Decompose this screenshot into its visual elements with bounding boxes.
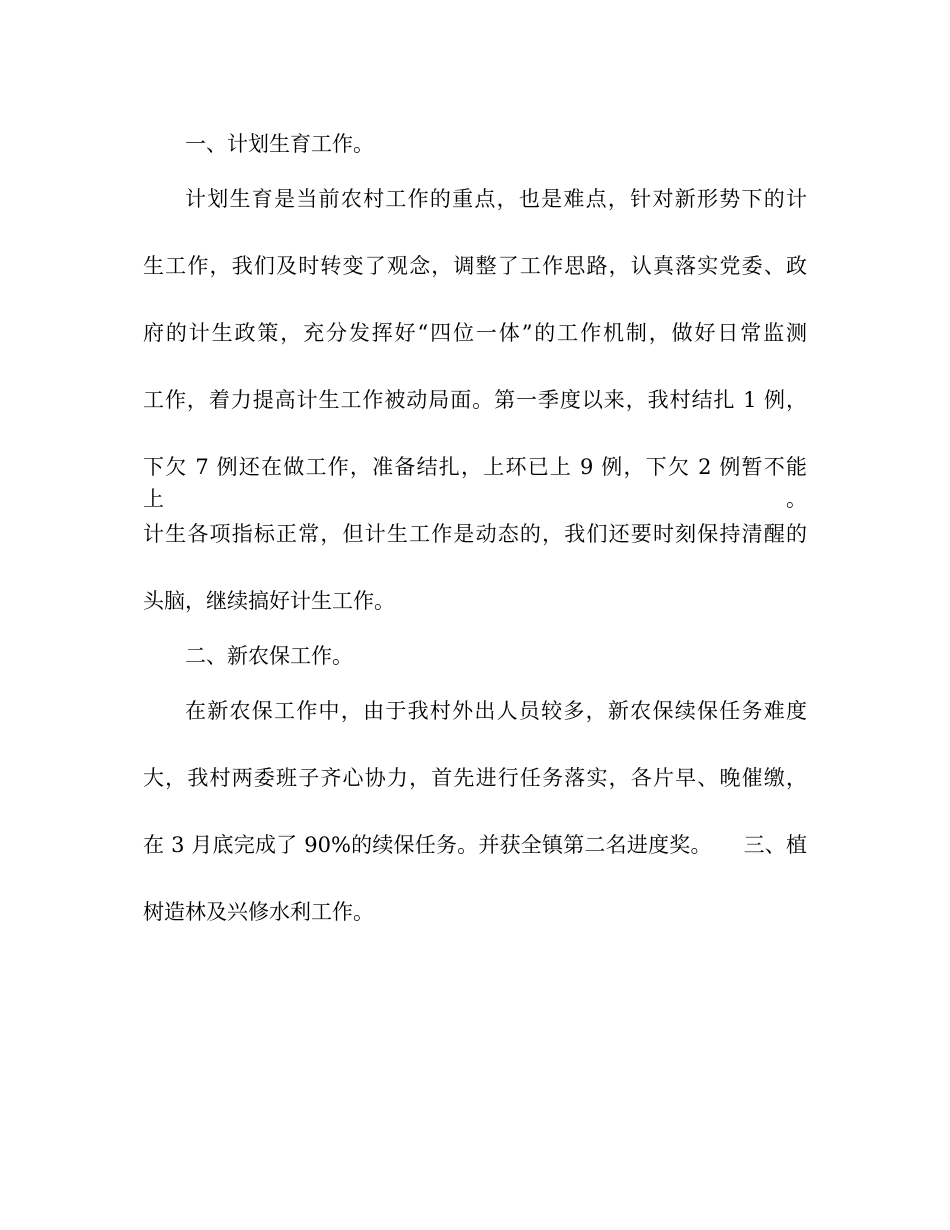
document-body [143, 128, 807, 963]
section-heading-new-rural-insurance: 二、新农保工作。 [185, 644, 353, 668]
paragraph-line: 在 3 月底完成了 90%的续保任务。并获全镇第二名进度奖。 三、植 [143, 833, 807, 857]
paragraph-line-last: 树造林及兴修水利工作。 [143, 900, 374, 924]
paragraph-line-last: 头脑，继续搞好计生工作。 [143, 589, 395, 613]
paragraph-line: 工作，着力提高计生工作被动局面。第一季度以来，我村结扎 1 例， [143, 388, 807, 412]
paragraph-line: 生工作，我们及时转变了观念，调整了工作思路，认真落实党委、政 [143, 254, 807, 278]
paragraph-line: 计生各项指标正常，但计生工作是动态的，我们还要时刻保持清醒的 [143, 522, 807, 546]
paragraph-line: 在新农保工作中，由于我村外出人员较多，新农保续保任务难度 [185, 699, 807, 723]
paragraph-line: 下欠 7 例还在做工作，准备结扎，上环已上 9 例，下欠 2 例暂不能上。 [143, 455, 807, 511]
section-heading-family-planning: 一、计划生育工作。 [185, 132, 374, 156]
paragraph-line: 大，我村两委班子齐心协力，首先进行任务落实，各片早、晚催缴， [143, 766, 807, 790]
paragraph-line: 府的计生政策，充分发挥好“四位一体”的工作机制，做好日常监测 [143, 321, 807, 345]
paragraph-line: 计划生育是当前农村工作的重点，也是难点，针对新形势下的计 [185, 187, 807, 211]
